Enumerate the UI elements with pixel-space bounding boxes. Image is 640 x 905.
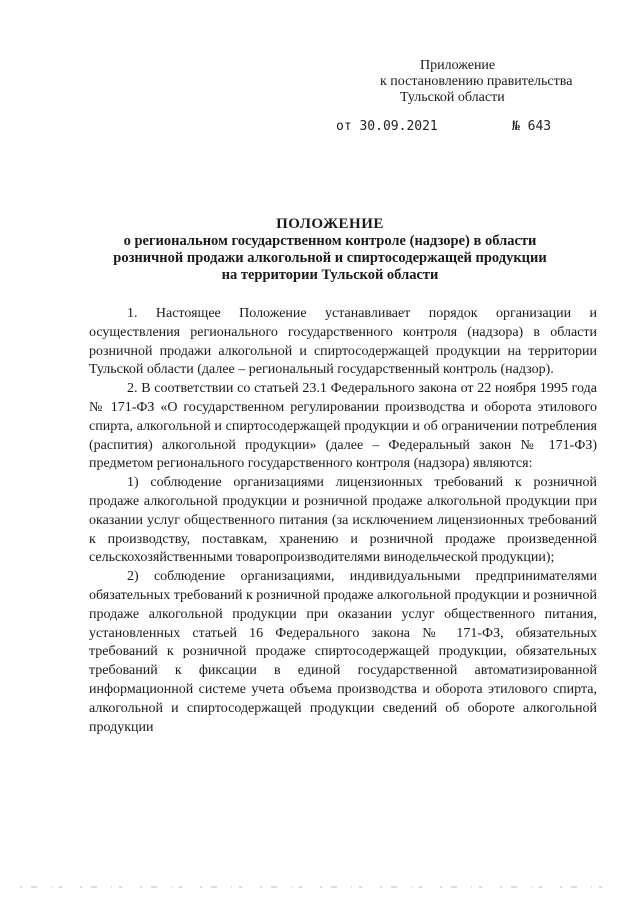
decree-date: от 30.09.2021 (336, 119, 438, 134)
scan-artifact-line (20, 884, 620, 890)
decree-number: № 643 (512, 119, 552, 134)
subitem-1: 1) соблюдение организациями лицензионных требований к розничной продаже алкогольной продукции и розничной продаже алкогольной продукции при оказании услуг общественного питания (за исключением лицензионных требований к производству, поставкам, хранению и розничной продаже произведенной сельскохозяйственными товаропроизводителями винодельческой продукции); (89, 475, 597, 566)
attachment-region: Тульской области (400, 90, 505, 105)
document-title (60, 216, 600, 284)
document-body (89, 305, 597, 737)
subitem-2: 2) соблюдение организациями, индивидуальными предпринимателями обязательных требований к розничной продаже алкогольной продукции и розничной продаже алкогольной продукции при оказании услуг общественного питания, установленных статьей 16 Федерального закона № 171-ФЗ, обязательных требований к розничной продаже спиртосодержащей продукции, обязательных требований к фиксации в единой государственной автоматизированной информационной системе учета объема производства и оборота этилового спирта, алкогольной и спиртосодержащей продукции сведений об обороте алкогольной продукции (89, 569, 597, 735)
paragraph-2: 2. В соответствии со статьей 23.1 Федерального закона от 22 ноября 1995 года № 171-ФЗ «О государственном регулировании производства и оборота этилового спирта, алкогольной и спиртосодержащей продукции и об ограничении потребления (распития) алкогольной продукции» (далее – Федеральный закон № 171-ФЗ) предметом регионального государственного контроля (надзора) являются: (89, 381, 597, 472)
title-line-2: розничной продажи алкогольной и спиртосодержащей продукции (113, 250, 547, 266)
title-line-1: о региональном государственном контроле (надзоре) в области (123, 233, 537, 249)
title-line-3: на территории Тульской области (221, 267, 439, 283)
paragraph-1: 1. Настоящее Положение устанавливает порядок организации и осуществления регионального государственного контроля (надзора) в области розничной продажи алкогольной и спиртосодержащей продукции на территории Тульской области (далее – региональный государственный контроль (надзор). (89, 306, 597, 378)
attachment-block (380, 58, 590, 106)
title-heading: ПОЛОЖЕНИЕ (276, 216, 384, 232)
attachment-decree-ref: к постановлению правительства (380, 74, 573, 89)
attachment-label: Приложение (420, 58, 496, 73)
